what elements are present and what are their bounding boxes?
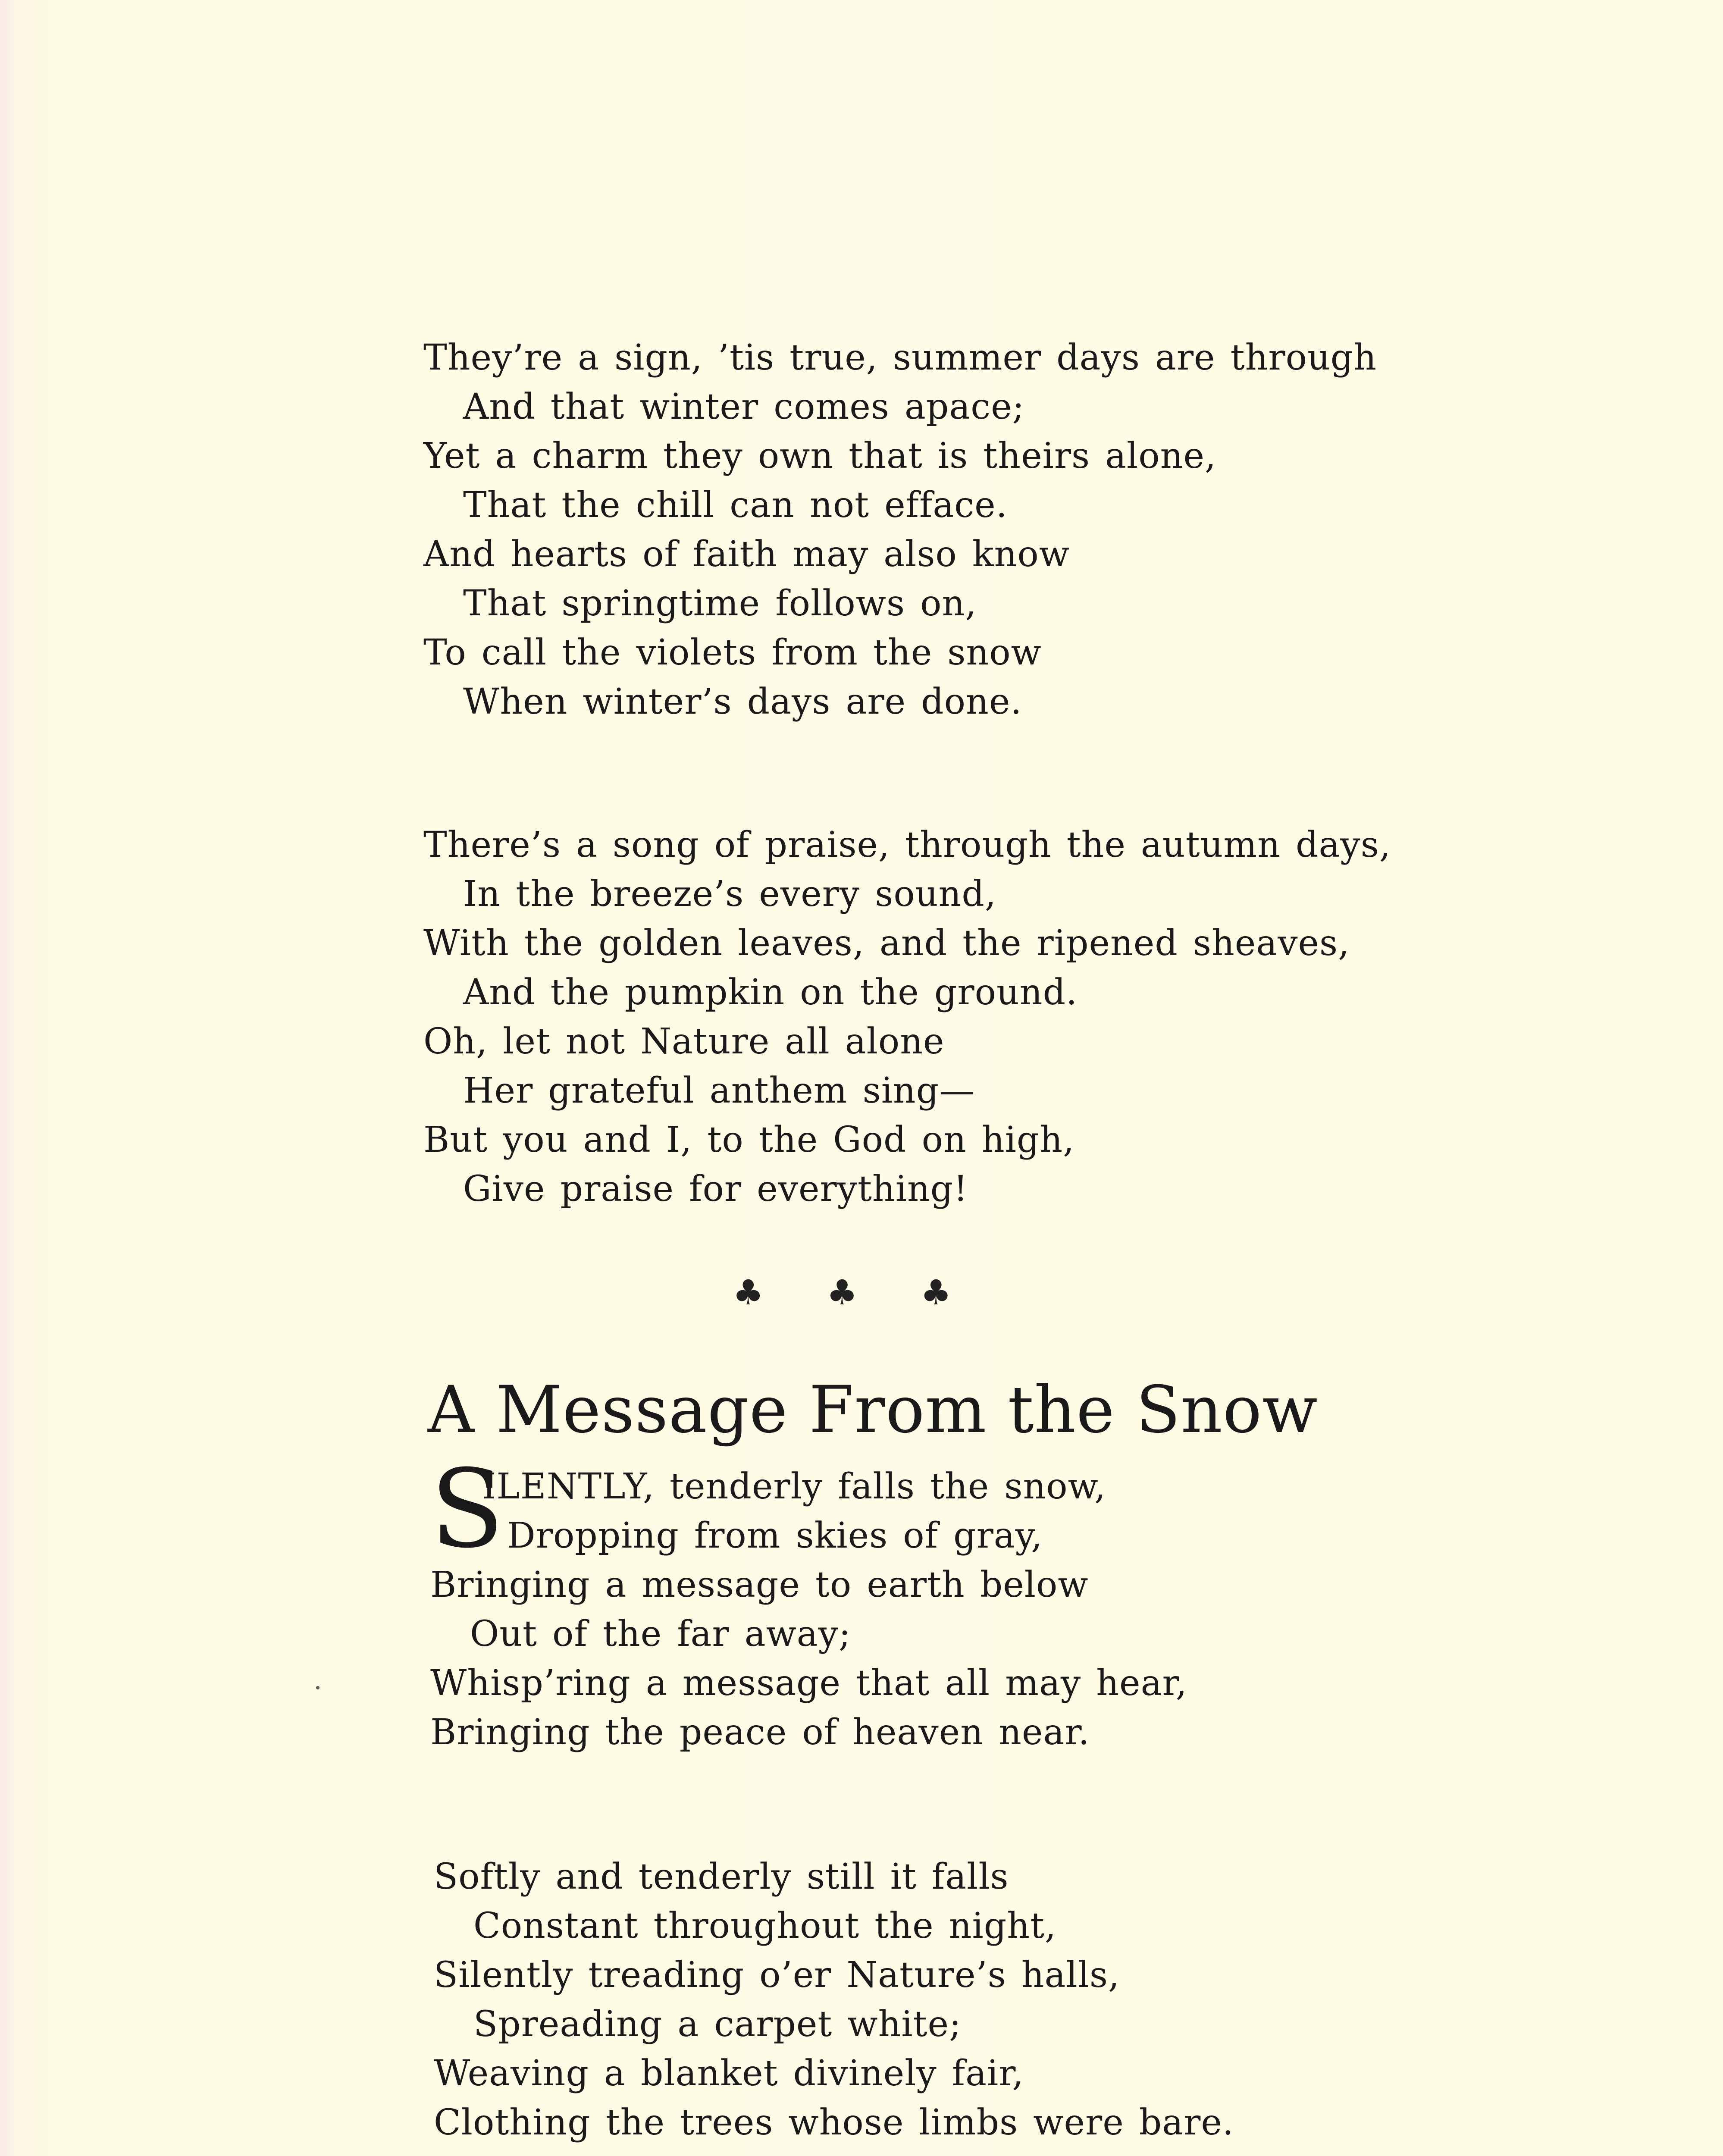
poem-line-text: ILENTLY, tenderly falls the snow, — [482, 1466, 1106, 1507]
poem-line: Silently treading o’er Nature’s halls, — [434, 1955, 1120, 1996]
poem-stanza — [434, 1852, 1234, 2147]
section-divider — [0, 1271, 1723, 1314]
club-ornament-icon: ♣ — [827, 1272, 896, 1313]
poem-line: To call the violets from the snow — [423, 632, 1042, 673]
poem-line: And that winter comes apace; — [463, 386, 1025, 427]
poem-line: In the breeze’s every sound, — [463, 874, 996, 915]
poem-line: Bringing the peace of heaven near. — [430, 1712, 1090, 1753]
drop-cap: S — [430, 1446, 505, 1572]
paper-speck — [316, 1686, 320, 1689]
poem-line: Give praise for everything! — [463, 1169, 968, 1210]
poem-line: Yet a charm they own that is theirs alone, — [423, 436, 1217, 476]
poem-line: Weaving a blanket divinely fair, — [434, 2053, 1024, 2094]
poem-line: Her grateful anthem sing— — [463, 1070, 975, 1111]
poem-line: Oh, let not Nature all alone — [423, 1021, 945, 1062]
poem-line: And the pumpkin on the ground. — [463, 972, 1078, 1013]
poem-line: Whisp’ring a message that all may hear, — [430, 1663, 1187, 1704]
poem-stanza — [423, 821, 1391, 1214]
poem-line: Clothing the trees whose limbs were bare. — [434, 2102, 1234, 2143]
club-ornament-icon: ♣ — [733, 1272, 803, 1313]
poem-line: Out of the far away; — [470, 1614, 851, 1655]
poem-line: But you and I, to the God on high, — [423, 1119, 1075, 1160]
club-ornament-icon: ♣ — [920, 1272, 990, 1313]
poem-stanza — [423, 333, 1377, 727]
poem-line: And hearts of faith may also know — [423, 534, 1070, 575]
poem-line: That the chill can not efface. — [463, 485, 1008, 526]
poem-line: They’re a sign, ’tis true, summer days are through — [423, 337, 1377, 378]
poem-line: That springtime follows on, — [463, 583, 977, 624]
poem-line: When winter’s days are done. — [463, 681, 1022, 722]
poem-line: Dropping from skies of gray, — [507, 1515, 1043, 1556]
poem-title: A Message From the Snow — [428, 1373, 1318, 1448]
poem-line: Softly and tenderly still it falls — [434, 1856, 1009, 1897]
poem-line: Spreading a carpet white; — [473, 2004, 962, 2045]
poem-line: There’s a song of praise, through the autumn days, — [423, 824, 1391, 865]
poem-line: Constant throughout the night, — [473, 1905, 1057, 1946]
poem-line: With the golden leaves, and the ripened sheaves, — [423, 923, 1350, 964]
poem-line: Bringing a message to earth below — [430, 1564, 1089, 1605]
poem-stanza — [430, 1446, 1187, 1757]
